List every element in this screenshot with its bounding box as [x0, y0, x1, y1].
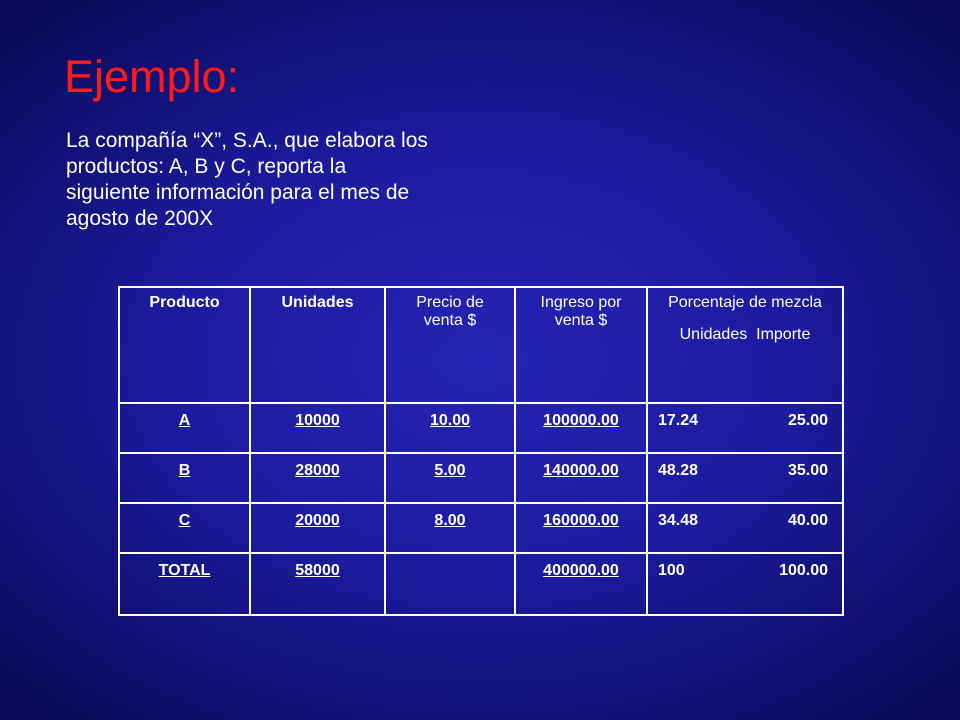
header-ingreso [515, 287, 647, 403]
cell-porcentaje [647, 553, 843, 615]
cell-producto: TOTAL [119, 553, 250, 615]
cell-ingreso: 140000.00 [515, 453, 647, 503]
cell-porcentaje [647, 403, 843, 453]
intro-line: agosto de 200X [66, 207, 214, 230]
header-precio [385, 287, 515, 403]
cell-producto: B [119, 453, 250, 503]
cell-unidades: 58000 [250, 553, 385, 615]
cell-ingreso: 160000.00 [515, 503, 647, 553]
header-porcentaje [647, 287, 843, 403]
table-header-row [119, 287, 843, 403]
intro-line: siguiente información para el mes de [66, 181, 410, 204]
cell-unidades: 10000 [250, 403, 385, 453]
cell-pct-unidades: 17.24 [658, 412, 699, 429]
cell-porcentaje [647, 503, 843, 553]
cell-precio: 10.00 [385, 403, 515, 453]
cell-precio [385, 553, 515, 615]
intro-line: La compañía “X”, S.A., que elabora los [66, 129, 428, 152]
cell-producto: A [119, 403, 250, 453]
header-precio-label: Precio de venta $ [416, 294, 484, 329]
cell-ingreso: 100000.00 [515, 403, 647, 453]
cell-porcentaje [647, 453, 843, 503]
header-producto [119, 287, 250, 403]
cell-pct-unidades: 100 [658, 562, 685, 579]
cell-precio: 8.00 [385, 503, 515, 553]
cell-producto: C [119, 503, 250, 553]
cell-unidades: 20000 [250, 503, 385, 553]
header-ingreso-label: Ingreso por venta $ [540, 294, 622, 329]
cell-precio: 5.00 [385, 453, 515, 503]
header-porcentaje-label: Porcentaje de mezcla [668, 294, 822, 311]
cell-pct-importe: 40.00 [787, 512, 828, 529]
table-row [119, 403, 843, 453]
cell-pct-unidades: 34.48 [658, 512, 699, 529]
intro-line: productos: A, B y C, reporta la [66, 155, 347, 178]
cell-ingreso: 400000.00 [515, 553, 647, 615]
cell-pct-importe: 35.00 [787, 462, 828, 479]
cell-pct-unidades: 48.28 [658, 462, 699, 479]
slide-title: Ejemplo: [64, 51, 240, 102]
cell-unidades: 28000 [250, 453, 385, 503]
cell-pct-importe: 25.00 [787, 412, 828, 429]
header-producto-label: Producto [149, 294, 220, 311]
table-row [119, 453, 843, 503]
cell-pct-importe: 100.00 [779, 562, 828, 579]
product-mix-table [118, 286, 844, 616]
intro-paragraph [66, 128, 546, 232]
header-unidades [250, 287, 385, 403]
header-unidades-label: Unidades [281, 294, 354, 311]
table-row [119, 503, 843, 553]
header-porcentaje-sublabel: Unidades Importe [679, 326, 811, 343]
table-total-row [119, 553, 843, 615]
